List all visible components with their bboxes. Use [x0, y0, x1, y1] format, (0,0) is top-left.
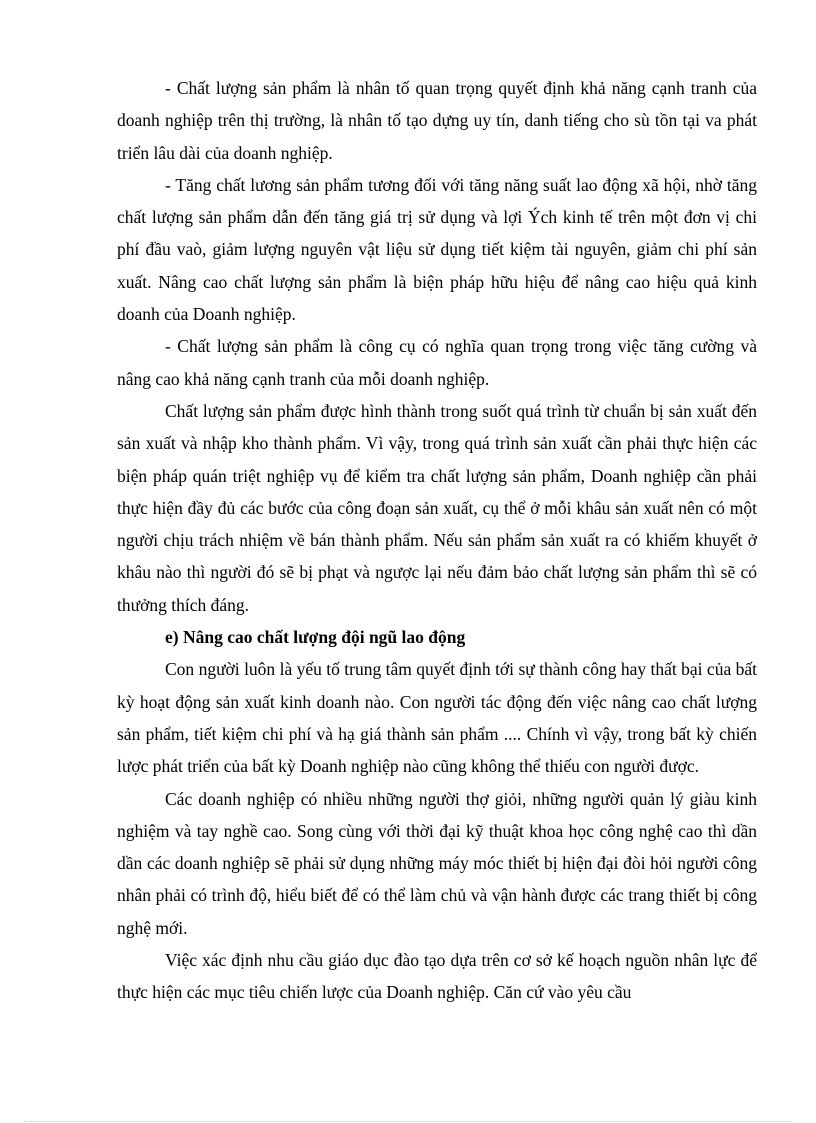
paragraph: - Tăng chất lương sản phẩm tương đối với tăng năng suất lao động xã hội, nhờ tăng chất lượng sản phẩm dẫn đến tăng giá trị sử dụng và lợi Ých kinh tế trên một đơn vị chi phí đầu vaò, giảm lượng nguyên vật liệu sử dụng tiết kiệm tài nguyên, giảm chi phí sản xuất. Nâng cao chất lượng sản phẩm là biện pháp hữu hiệu để nâng cao hiệu quả kinh doanh của Doanh nghiệp. — [117, 174, 757, 325]
page-bottom-divider — [24, 1121, 792, 1122]
section-heading: e) Nâng cao chất lượng đội ngũ lao động — [165, 627, 466, 648]
paragraph: Chất lượng sản phẩm được hình thành trong suốt quá trình từ chuẩn bị sản xuất đến sản xuất và nhập kho thành phẩm. Vì vậy, trong quá trình sản xuất cần phải thực hiện các biện pháp quán triệt nghiệp vụ để kiểm tra chất lượng sản phẩm, Doanh nghiệp cần phải thực hiện đầy đủ các bước của công đoạn sản xuất, cụ thể ở mỗi khâu sản xuất nên có một người chịu trách nhiệm về bán thành phẩm. Nếu sản phẩm sản xuất ra có khiếm khuyết ở khâu nào thì người đó sẽ bị phạt và ngược lại nếu đảm bảo chất lượng sản phẩm thì sẽ có thưởng thích đáng. — [117, 400, 757, 615]
paragraph: Việc xác định nhu cầu giáo dục đào tạo dựa trên cơ sở kế hoạch nguồn nhân lực để thực hiện các mục tiêu chiến lược của Doanh nghiệp. Căn cứ vào yêu cầu — [117, 950, 757, 1003]
paragraph: - Chất lượng sản phẩm là nhân tố quan trọng quyết định khả năng cạnh tranh của doanh nghiệp trên thị trường, là nhân tố tạo dựng uy tín, danh tiếng cho sù tồn tại va phát triển lâu dài của doanh nghiệp. — [117, 78, 757, 163]
paragraph: Các doanh nghiệp có nhiều những người thợ giỏi, những người quản lý giàu kinh nghiệm và tay nghề cao. Song cùng với thời đại kỹ thuật khoa học công nghệ cao thì dần dần các doanh nghiệp sẽ phải sử dụng những máy móc thiết bị hiện đại đòi hỏi người công nhân phải có trình độ, hiểu biết để có thể làm chủ và vận hành được các trang thiết bị công nghệ mới. — [117, 788, 757, 938]
paragraph: Con người luôn là yếu tố trung tâm quyết định tới sự thành công hay thất bại của bất kỳ hoạt động sản xuất kinh doanh nào. Con người tác động đến việc nâng cao chất lượng sản phẩm, tiết kiệm chi phí và hạ giá thành sản phẩm .... Chính vì vậy, trong bất kỳ chiến lược phát triển của bất kỳ Doanh nghiệp nào cũng không thể thiếu con người được. — [117, 659, 757, 777]
document-page — [117, 72, 757, 1009]
paragraph: - Chất lượng sản phẩm là công cụ có nghĩa quan trọng trong việc tăng cường và nâng cao khả năng cạnh tranh của mỗi doanh nghiệp. — [117, 336, 757, 389]
